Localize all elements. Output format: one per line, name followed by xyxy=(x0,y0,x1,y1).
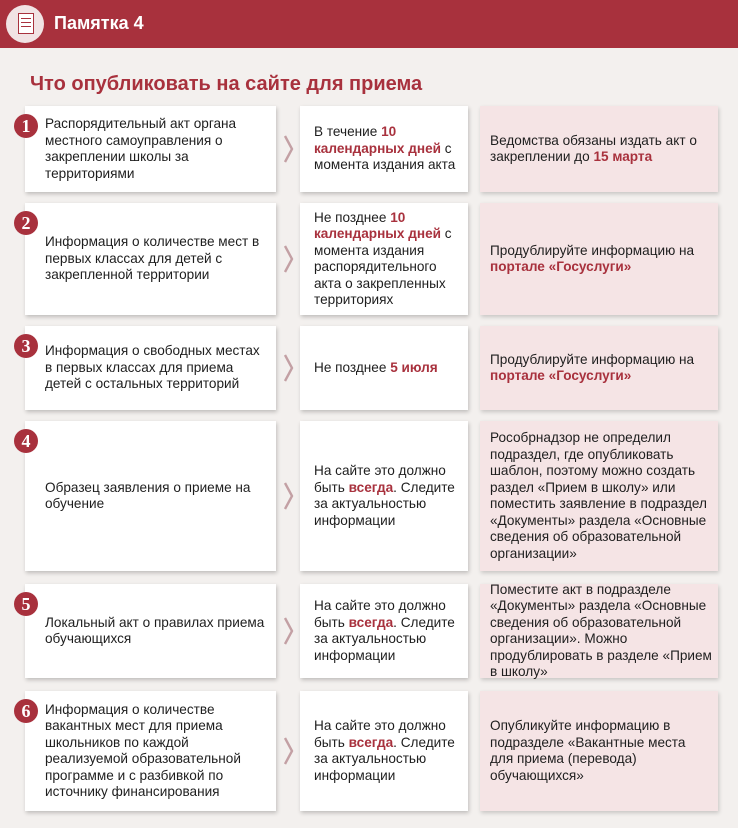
step-what: Информация о свободных местах в первых классах для приема детей с остальных территорий xyxy=(25,326,276,410)
step-when: На сайте это должно быть всегда. Следите за актуальностью информации xyxy=(300,691,468,811)
header-bar xyxy=(0,0,738,48)
step-number: 5 xyxy=(14,592,38,616)
page-title: Что опубликовать на сайте для приема xyxy=(30,73,423,95)
step-when: На сайте это должно быть всегда. Следите за актуальностью информации xyxy=(300,421,468,571)
step-number: 4 xyxy=(14,429,38,453)
step-what: Образец заявления о приеме на обучение xyxy=(25,421,276,571)
chevron-right-icon xyxy=(281,244,295,274)
document-icon xyxy=(6,5,44,43)
step-number: 2 xyxy=(14,211,38,235)
step-what: Распорядительный акт органа местного самоуправления о закреплении школы за территориями xyxy=(25,106,276,192)
step-note: Ведомства обязаны издать акт о закреплении до 15 марта xyxy=(480,106,718,192)
step-note: Поместите акт в подразделе «Документы» раздела «Основные сведения об образовательной организации». Можно продублировать в разделе «Прием в школу» xyxy=(480,584,718,678)
chevron-right-icon xyxy=(281,616,295,646)
step-number: 3 xyxy=(14,334,38,358)
step-when: В течение 10 календарных дней с момента издания акта xyxy=(300,106,468,192)
step-when: На сайте это должно быть всегда. Следите за актуальностью информации xyxy=(300,584,468,678)
step-row-1 xyxy=(0,106,738,192)
step-row-5 xyxy=(0,581,738,679)
step-number: 1 xyxy=(14,114,38,138)
step-when: Не позднее 10 календарных дней с момента издания распорядительного акта о закрепленных территориях xyxy=(300,203,468,315)
step-what: Информация о количестве вакантных мест для приема школьников по каждой реализуемой образовательной программе и с разбивкой по источнику финансирования xyxy=(25,691,276,811)
step-note: Рособрнадзор не определил подраздел, где опубликовать шаблон, поэтому можно создать раздел «Прием в школу» или поместить заявление в подраздел «Документы» раздела «Основные сведения об образовательной организации» xyxy=(480,421,718,571)
step-what: Локальный акт о правилах приема обучающихся xyxy=(25,584,276,678)
step-note: Продублируйте информацию на портале «Госуслуги» xyxy=(480,203,718,315)
step-row-6 xyxy=(0,691,738,811)
step-what: Информация о количестве мест в первых классах для детей с закрепленной территории xyxy=(25,203,276,315)
step-row-2 xyxy=(0,203,738,315)
chevron-right-icon xyxy=(281,481,295,511)
chevron-right-icon xyxy=(281,353,295,383)
step-row-4 xyxy=(0,421,738,571)
step-when: Не позднее 5 июля xyxy=(300,326,468,410)
chevron-right-icon xyxy=(281,134,295,164)
step-note: Продублируйте информацию на портале «Госуслуги» xyxy=(480,326,718,410)
step-row-3 xyxy=(0,326,738,410)
step-note: Опубликуйте информацию в подразделе «Вакантные места для приема (перевода) обучающихся» xyxy=(480,691,718,811)
header-title: Памятка 4 xyxy=(54,13,144,33)
step-number: 6 xyxy=(14,699,38,723)
chevron-right-icon xyxy=(281,736,295,766)
